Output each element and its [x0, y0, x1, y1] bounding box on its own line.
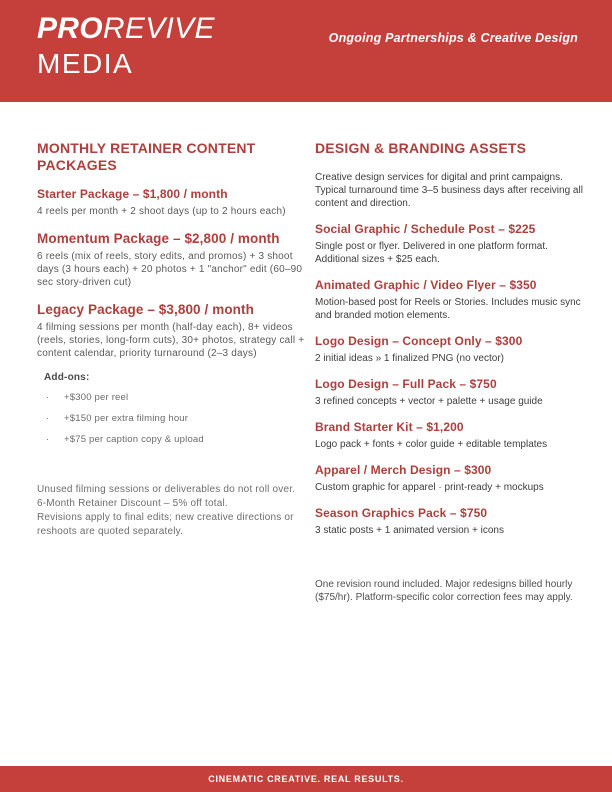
addons-section [37, 372, 305, 446]
service-item [315, 506, 583, 537]
service-name: Season Graphics Pack – $750 [315, 505, 488, 520]
note-line: Revisions apply to final edits; new creative directions or reshoots are quoted separately. [37, 512, 294, 537]
service-desc: 3 refined concepts + vector + palette + usage guide [315, 395, 543, 407]
content [0, 102, 612, 604]
logo-line1 [37, 14, 215, 44]
footer-band [0, 766, 612, 792]
left-notes [37, 483, 305, 539]
addons-label: Add-ons: [44, 372, 90, 383]
service-desc: Motion-based post for Reels or Stories. Includes music sync and branded motion elements. [315, 296, 581, 321]
addon-item [44, 434, 305, 446]
package-name: Starter Package – $1,800 / month [37, 187, 228, 201]
service-desc: 3 static posts + 1 animated version + icons [315, 524, 504, 536]
left-column-title: MONTHLY RETAINER CONTENT PACKAGES [37, 140, 256, 173]
logo-revive: REVIVE [102, 12, 215, 45]
bullet-dot-icon [44, 392, 64, 404]
left-column [37, 140, 305, 604]
service-item [315, 222, 583, 266]
service-item [315, 377, 583, 408]
bullet-dot-icon [44, 434, 64, 446]
service-item [315, 463, 583, 494]
package-item [37, 230, 305, 289]
package-name: Legacy Package – $3,800 / month [37, 302, 254, 317]
header-band [0, 0, 612, 102]
logo-media: MEDIA [37, 48, 134, 79]
header-tagline: Ongoing Partnerships & Creative Design [328, 31, 578, 45]
bullet-dot-icon [44, 413, 64, 425]
package-item [37, 301, 305, 360]
addon-text: +$150 per extra filming hour [64, 413, 189, 424]
service-name: Animated Graphic / Video Flyer – $350 [315, 277, 537, 292]
service-desc: Custom graphic for apparel · print-ready + mockups [315, 481, 544, 493]
logo [37, 14, 215, 78]
service-item [315, 334, 583, 365]
package-desc: 4 reels per month + 2 shoot days (up to 2 hours each) [37, 206, 286, 217]
service-item [315, 278, 583, 322]
package-name: Momentum Package – $2,800 / month [37, 231, 280, 246]
addon-text: +$75 per caption copy & upload [64, 434, 204, 445]
service-name: Logo Design – Full Pack – $750 [315, 376, 497, 391]
service-item [315, 420, 583, 451]
right-intro: Creative design services for digital and print campaigns. Typical turnaround time 3–5 business days after receiving all content and direction. [315, 171, 583, 209]
addon-item [44, 413, 305, 425]
right-column-title: DESIGN & BRANDING ASSETS [315, 140, 527, 156]
addon-text: +$300 per reel [64, 392, 129, 403]
addon-item [44, 392, 305, 404]
package-desc: 4 filming sessions per month (half-day each), 8+ videos (reels, stories, long-form cuts), 30+ photos, strategy call + content calendar, priority turnaround (2–3 days) [37, 322, 305, 359]
footer-text: CINEMATIC CREATIVE. REAL RESULTS. [208, 774, 404, 784]
logo-pro: PRO [37, 12, 103, 45]
service-name: Social Graphic / Schedule Post – $225 [315, 221, 536, 236]
package-desc: 6 reels (mix of reels, story edits, and promos) + 3 shoot days (3 hours each) + 20 photos + 1 "anchor" edit (60–90 sec story-driven cut) [37, 251, 303, 288]
package-item [37, 187, 305, 218]
right-column [315, 140, 583, 604]
service-desc: Single post or flyer. Delivered in one platform format. Additional sizes + $25 each. [315, 240, 548, 265]
note-line: 6-Month Retainer Discount – 5% off total. [37, 498, 228, 509]
service-desc: Logo pack + fonts + color guide + editable templates [315, 438, 548, 450]
service-name: Brand Starter Kit – $1,200 [315, 419, 464, 434]
service-desc: 2 initial ideas » 1 finalized PNG (no vector) [315, 352, 504, 364]
service-name: Apparel / Merch Design – $300 [315, 462, 492, 477]
service-name: Logo Design – Concept Only – $300 [315, 333, 523, 348]
note-line: Unused filming sessions or deliverables do not roll over. [37, 484, 296, 495]
right-note: One revision round included. Major redesigns billed hourly ($75/hr). Platform-specific color correction fees may apply. [315, 578, 573, 603]
